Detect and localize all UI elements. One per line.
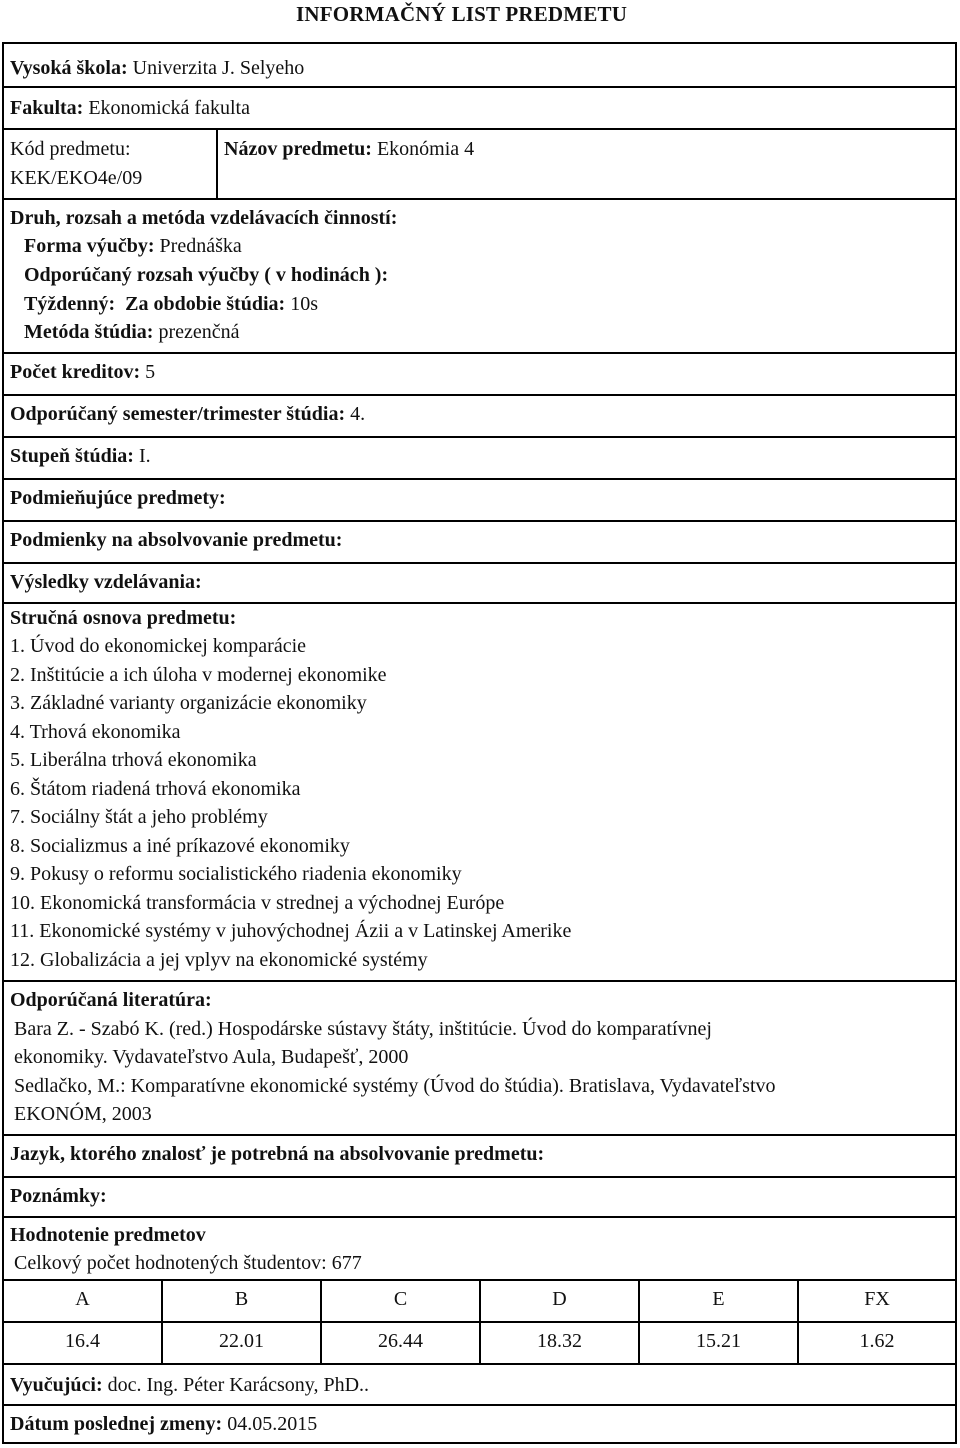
divider (4, 478, 955, 480)
literature-label: Odporúčaná literatúra: (10, 989, 212, 1011)
grade-header: A (75, 1288, 90, 1310)
teacher-label: Vyučujúci: (10, 1374, 103, 1396)
literature-line: ekonomiky. Vydavateľstvo Aula, Budapešť, 2000 (14, 1046, 409, 1068)
weekly-label: Týždenný: (24, 293, 116, 315)
prerequisites-label: Podmieňujúce predmety: (10, 487, 226, 509)
evaluation-label: Hodnotenie predmetov (10, 1224, 206, 1246)
course-name-field (224, 137, 474, 161)
divider (4, 980, 955, 982)
syllabus-item: 2. Inštitúcie a ich úloha v modernej ekonomike (10, 664, 387, 686)
syllabus-item: 11. Ekonomické systémy v juhovýchodnej Ázii a v Latinskej Amerike (10, 920, 572, 942)
method-label: Metóda štúdia: (24, 321, 154, 343)
range-label: Odporúčaný rozsah výučby ( v hodinách ): (24, 264, 389, 286)
conditions-label: Podmienky na absolvovanie predmetu: (10, 529, 343, 551)
school-value: Univerzita J. Selyeho (132, 57, 305, 79)
degree-value: I. (138, 445, 151, 467)
grade-percentage: 15.21 (696, 1330, 741, 1352)
course-code-label: Kód predmetu: (10, 138, 131, 160)
divider (4, 602, 955, 604)
syllabus-item: 7. Sociálny štát a jeho problémy (10, 806, 268, 828)
syllabus-item: 3. Základné varianty organizácie ekonomiky (10, 692, 367, 714)
syllabus-item: 8. Socializmus a iné príkazové ekonomiky (10, 835, 350, 857)
form-value: Prednáška (159, 235, 242, 257)
syllabus-label: Stručná osnova predmetu: (10, 607, 237, 629)
syllabus-item: 9. Pokusy o reformu socialistického riadenia ekonomiky (10, 863, 462, 885)
course-name-value: Ekonómia 4 (376, 138, 475, 160)
divider (4, 436, 955, 438)
credits-label: Počet kreditov: (10, 361, 141, 383)
activities-heading: Druh, rozsah a metóda vzdelávacích činností: (10, 207, 398, 229)
credits-field (10, 360, 155, 384)
syllabus-item: 6. Štátom riadená trhová ekonomika (10, 778, 301, 800)
semester-value: 4. (350, 403, 366, 425)
course-code-value: KEK/EKO4e/09 (10, 167, 143, 189)
syllabus-item: 1. Úvod do ekonomickej komparácie (10, 635, 307, 657)
literature-line: Sedlačko, M.: Komparatívne ekonomické systémy (Úvod do štúdia). Bratislava, Vydavateľstvo (14, 1075, 776, 1097)
divider (4, 86, 955, 88)
grade-percentage: 16.4 (65, 1330, 100, 1352)
notes-label: Poznámky: (10, 1185, 107, 1207)
degree-field (10, 444, 151, 468)
grade-header: B (234, 1288, 249, 1310)
divider (4, 1216, 955, 1218)
page-title: INFORMAČNÝ LIST PREDMETU (296, 2, 628, 26)
grade-header: E (712, 1288, 725, 1310)
divider (4, 1176, 955, 1178)
syllabus-item: 4. Trhová ekonomika (10, 721, 181, 743)
grade-header: D (552, 1288, 567, 1310)
outcomes-label: Výsledky vzdelávania: (10, 571, 202, 593)
language-label: Jazyk, ktorého znalosť je potrebná na absolvovanie predmetu: (10, 1143, 545, 1165)
divider (4, 1363, 955, 1365)
syllabus-item: 12. Globalizácia a jej vplyv na ekonomické systémy (10, 949, 428, 971)
divider (4, 520, 955, 522)
school-field (10, 56, 304, 80)
faculty-value: Ekonomická fakulta (88, 97, 250, 119)
teacher-field (10, 1373, 369, 1397)
weekly-field (24, 292, 318, 316)
divider (4, 1134, 955, 1136)
form-field (24, 234, 242, 258)
semester-label: Odporúčaný semester/trimester štúdia: (10, 403, 346, 425)
faculty-label: Fakulta: (10, 97, 84, 119)
grade-header: FX (864, 1288, 890, 1310)
last-change-field (10, 1412, 317, 1436)
divider (4, 562, 955, 564)
divider (4, 198, 955, 200)
grade-percentage: 18.32 (537, 1330, 582, 1352)
grade-percentage: 26.44 (378, 1330, 423, 1352)
last-change-value: 04.05.2015 (227, 1413, 318, 1435)
literature-line: EKONÓM, 2003 (14, 1103, 152, 1125)
syllabus-item: 5. Liberálna trhová ekonomika (10, 749, 257, 771)
literature-line: Bara Z. - Szabó K. (red.) Hospodárske sústavy štáty, inštitúcie. Úvod do komparatívnej (14, 1018, 712, 1040)
school-label: Vysoká škola: (10, 57, 128, 79)
evaluation-total: Celkový počet hodnotených študentov: 677 (14, 1252, 362, 1274)
method-field (24, 320, 240, 344)
syllabus-item: 10. Ekonomická transformácia v strednej a východnej Európe (10, 892, 505, 914)
period-value: 10s (290, 293, 318, 315)
teacher-value: doc. Ing. Péter Karácsony, PhD.. (107, 1374, 370, 1396)
course-info-sheet (2, 42, 957, 1444)
grade-percentage: 22.01 (219, 1330, 264, 1352)
divider (4, 1404, 955, 1406)
form-label: Forma výučby: (24, 235, 155, 257)
semester-field (10, 402, 365, 426)
grade-percentage: 1.62 (859, 1330, 895, 1352)
last-change-label: Dátum poslednej zmeny: (10, 1413, 223, 1435)
degree-label: Stupeň štúdia: (10, 445, 134, 467)
course-name-label: Názov predmetu: (224, 138, 372, 160)
grade-header: C (393, 1288, 408, 1310)
divider (216, 128, 218, 198)
divider (4, 128, 955, 130)
divider (4, 352, 955, 354)
period-label: Za obdobie štúdia: (125, 293, 286, 315)
credits-value: 5 (145, 361, 156, 383)
method-value: prezenčná (158, 321, 240, 343)
divider (4, 394, 955, 396)
faculty-field (10, 96, 250, 120)
